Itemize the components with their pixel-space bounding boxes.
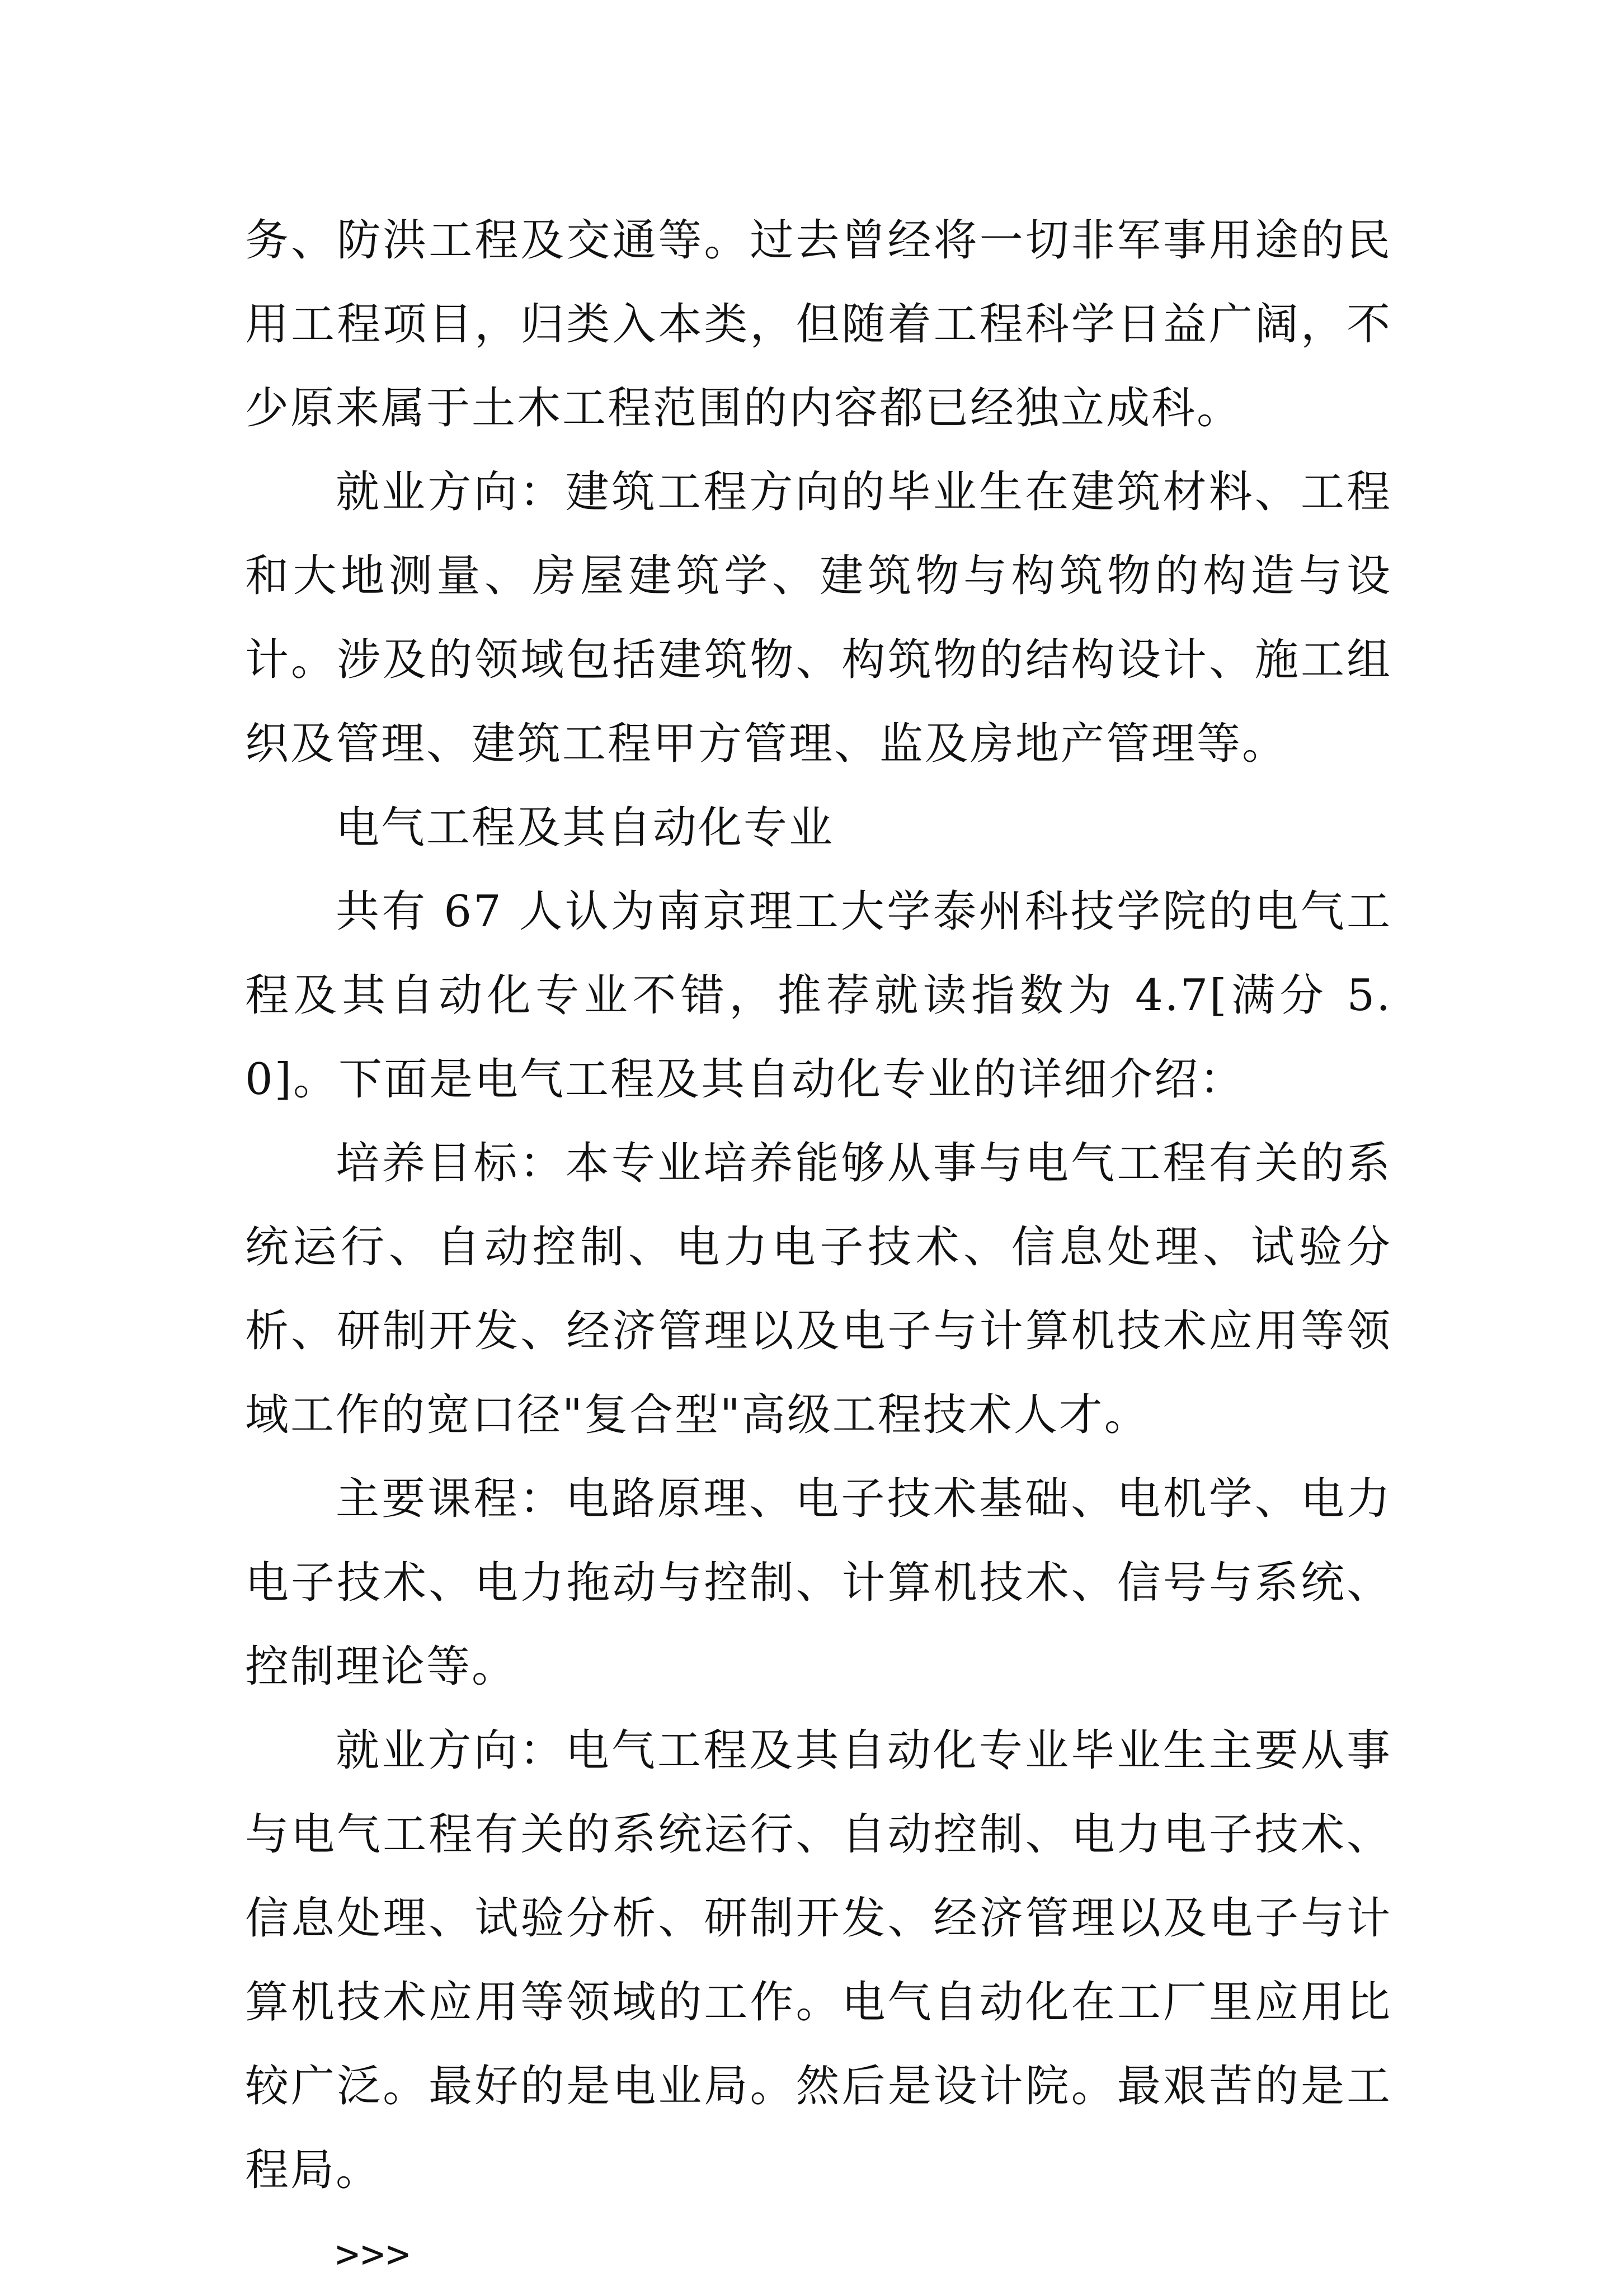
paragraph-main-courses: 主要课程：电路原理、电子技术基础、电机学、电力电子技术、电力拖动与控制、计算机技术、信号与系统、控制理论等。: [245, 1474, 1392, 1692]
paragraph-employment-construction: 就业方向：建筑工程方向的毕业生在建筑材料、工程和大地测量、房屋建筑学、建筑物与构筑物的构造与设计。涉及的领域包括建筑物、构筑物的结构设计、施工组织及管理、建筑工程甲方管理、监及房地产管理等。: [245, 467, 1392, 769]
paragraph-recommendation: 共有 67 人认为南京理工大学泰州科技学院的电气工程及其自动化专业不错，推荐就读指数为 4.7[满分 5.0]。下面是电气工程及其自动化专业的详细介绍：: [245, 887, 1392, 1105]
paragraph-employment-electrical: 就业方向：电气工程及其自动化专业毕业生主要从事与电气工程有关的系统运行、自动控制、电力电子技术、信息处理、试验分析、研制开发、经济管理以及电子与计算机技术应用等领域的工作。电气自动化在工厂里应用比较广泛。最好的是电业局。然后是设计院。最艰苦的是工程局。: [245, 1725, 1392, 2195]
paragraph-continuation: 务、防洪工程及交通等。过去曾经将一切非军事用途的民用工程项目，归类入本类，但随着工程科学日益广阔，不少原来属于土木工程范围的内容都已经独立成科。: [245, 215, 1392, 433]
paragraph-training-goal: 培养目标：本专业培养能够从事与电气工程有关的系统运行、自动控制、电力电子技术、信息处理、试验分析、研制开发、经济管理以及电子与计算机技术应用等领域工作的宽口径"复合型"高级工程技术人才。: [245, 1138, 1392, 1440]
section-heading-electrical: 电气工程及其自动化专业: [336, 803, 835, 853]
body-text: [245, 199, 1392, 2296]
more-marker: >>>: [336, 2231, 412, 2277]
